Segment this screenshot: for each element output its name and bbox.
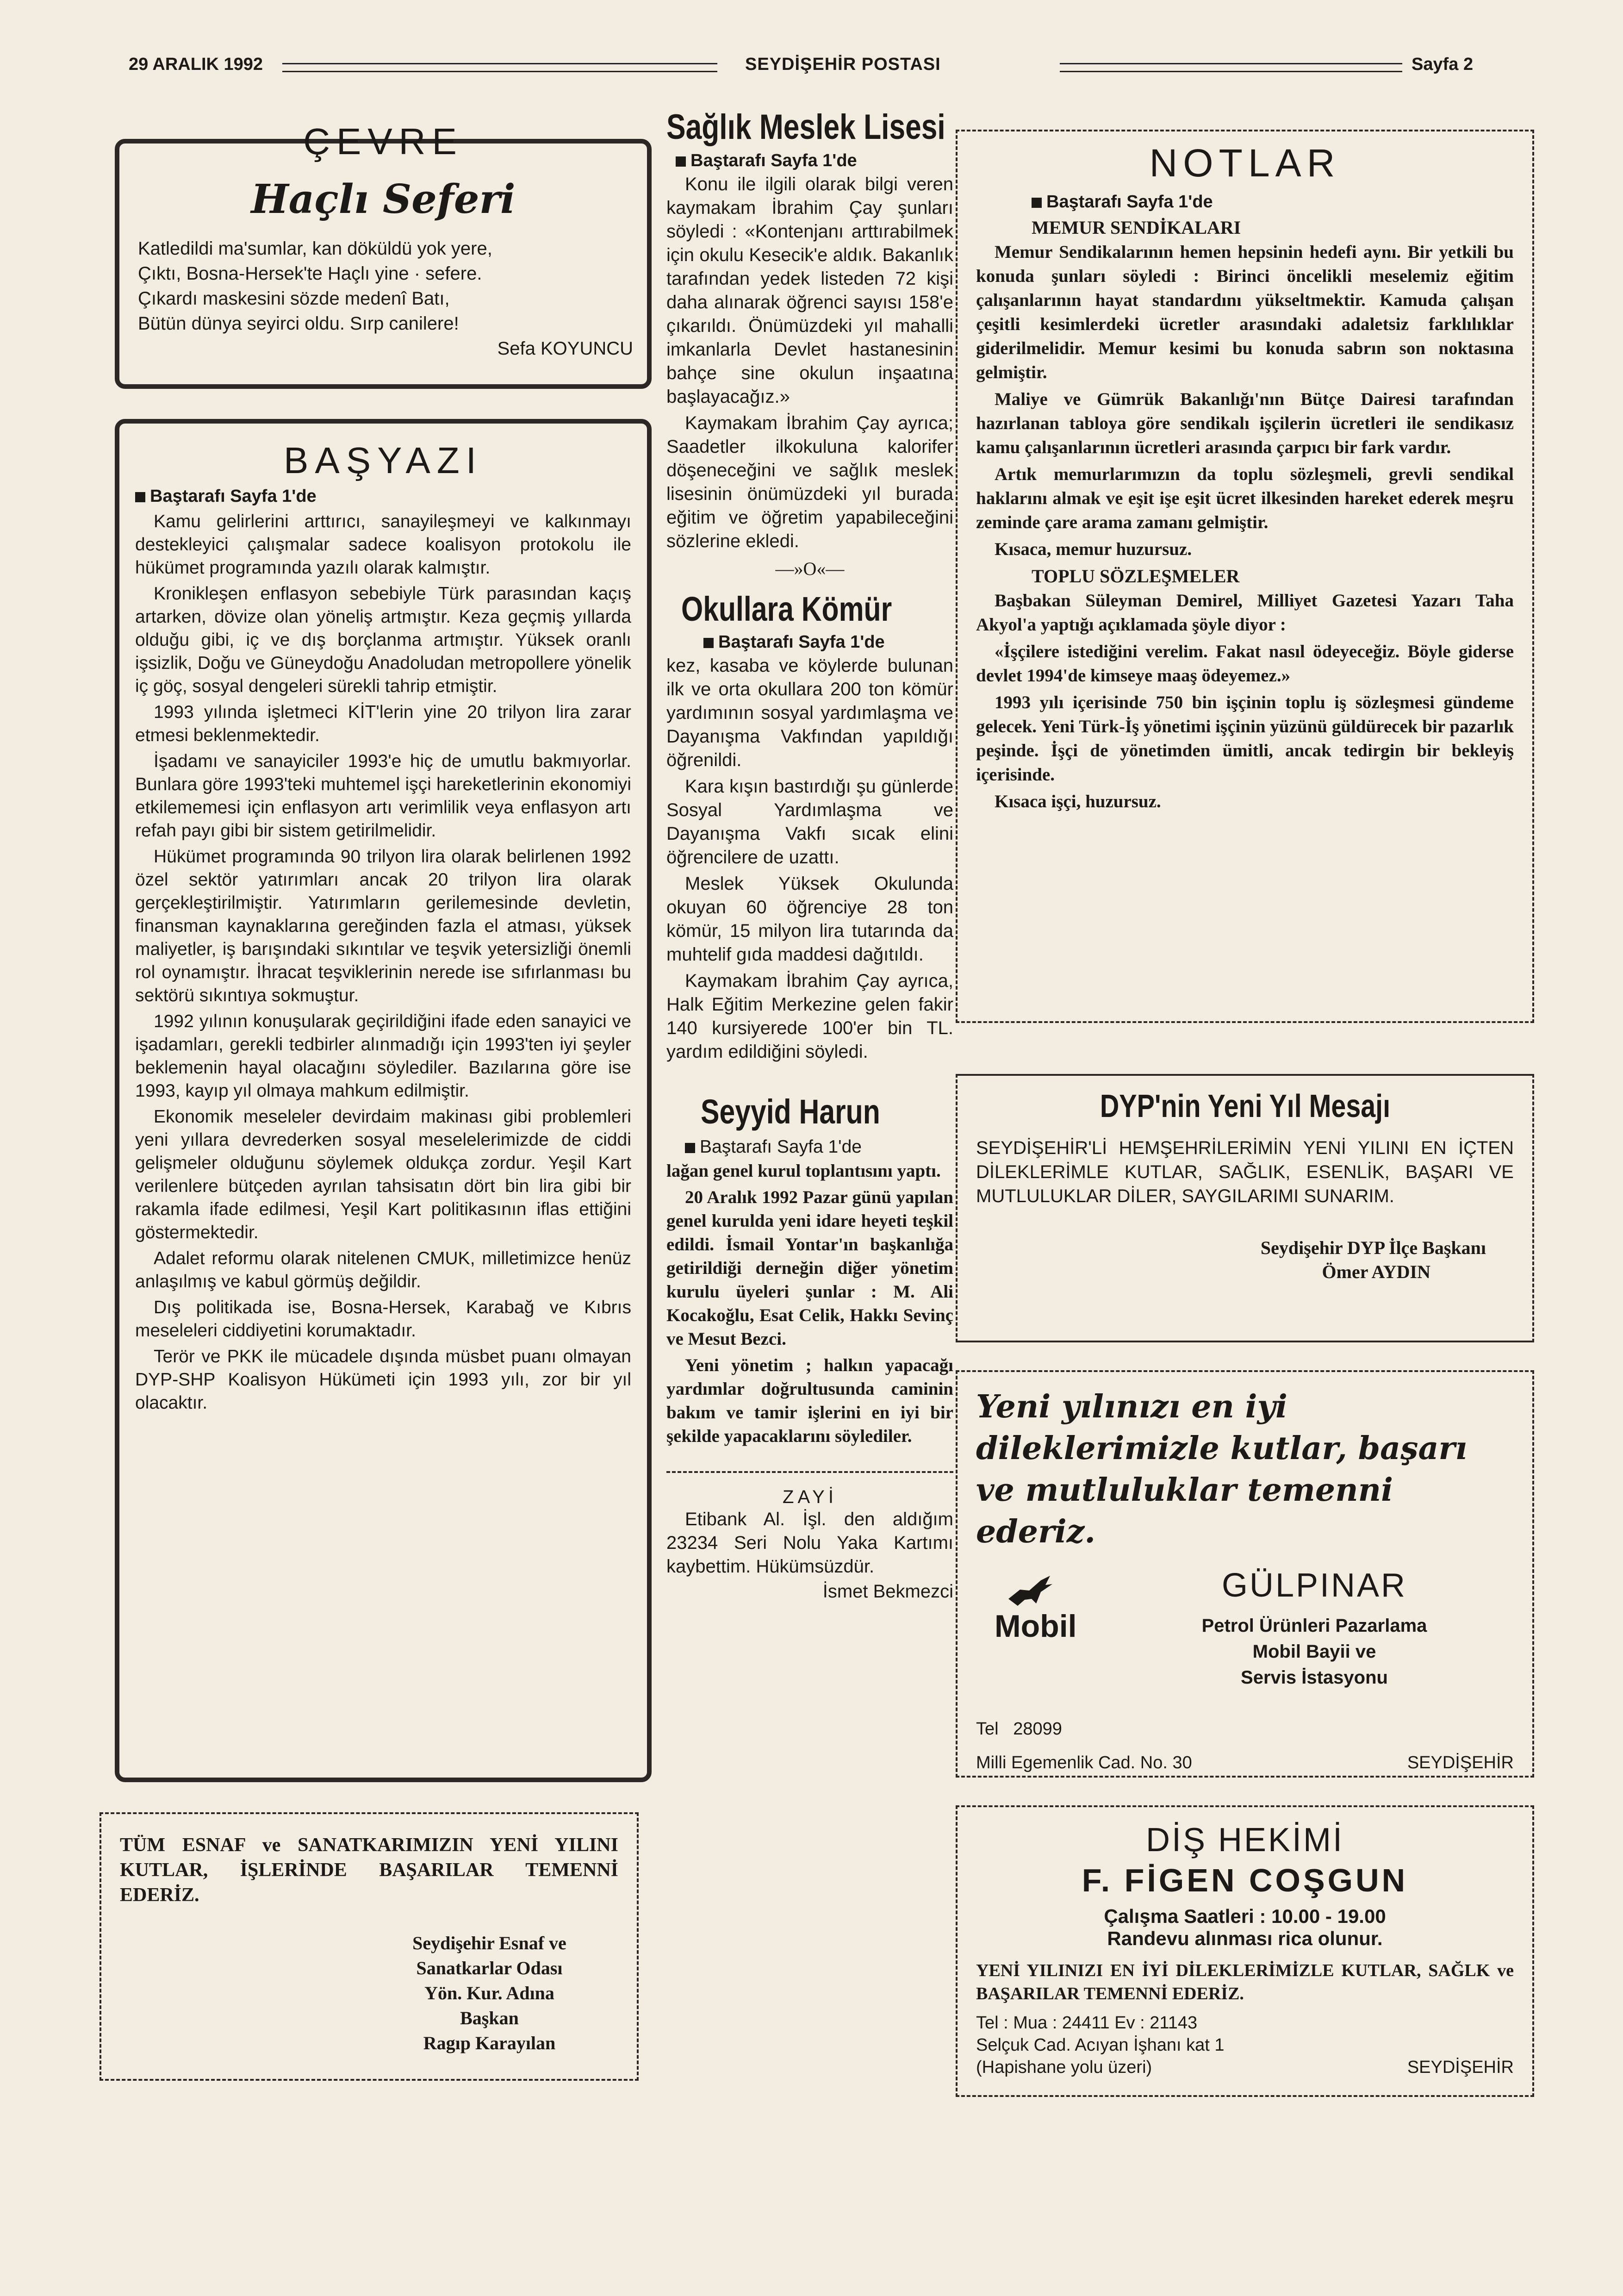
paragraph: 1992 yılının konuşularak geçirildiğini ifade eden sanayici ve işadamları, gerekli tedbirler alınmadığı için 1993'ten iyi şeyler beklemenin hayal olacağını söylediler. Bazılarına göre ise 1993, kayıp yıl olmaya mahkum edilmiştir.	[135, 1011, 631, 1101]
cevre-box	[115, 121, 652, 389]
okullara-title: Okullara Kömür	[681, 590, 892, 628]
basyazi-body	[135, 510, 631, 1415]
paper-name: SEYDİŞEHİR POSTASI	[745, 55, 941, 74]
notlar-sub2: TOPLU SÖZLEŞMELER	[1032, 566, 1240, 586]
saglik-kicker: Baştarafı Sayfa 1'de	[676, 151, 953, 171]
paragraph: Meslek Yüksek Okulunda okuyan 60 öğrenciye 28 ton kömür, 15 milyon lira tutarında da muhtelif gıda maddesi dağıtıldı.	[666, 873, 953, 965]
dis-hekimi-appointment: Randevu alınması rica olunur.	[1107, 1928, 1383, 1949]
paragraph: İşadamı ve sanayiciler 1993'e hiç de umutlu bakmıyorlar. Bunlara göre 1993'teki muhtemel işçi hareketlerinin ekonomiyi etkilememesi için enflasyon artı verimlilik veya enflasyon artı refah payı gibi bir sistem getirilmelidir.	[135, 751, 631, 841]
issue-date: 29 ARALIK 1992	[129, 55, 263, 74]
separator: —»O«—	[775, 558, 845, 579]
cevre-poem	[138, 236, 633, 361]
notlar-body2	[976, 589, 1514, 814]
mobil-logo: Mobil	[995, 1609, 1077, 1644]
poem-line: Katledildi ma'sumlar, kan döküldü yok yere,	[138, 238, 492, 259]
masthead-rule-left	[282, 63, 717, 72]
notlar-sub1: MEMUR SENDİKALARI	[1032, 217, 1241, 238]
dyp-message: SEYDİŞEHİR'Lİ HEMŞEHRİLERİMİN YENİ YILINI EN İÇTEN DİLEKLERİMLE KUTLAR, SAĞLIK, ESENLİK, BAŞARI VE MUTLULUKLAR DİLER, SAYGILARIMI SUNARIM.	[976, 1138, 1514, 1206]
paragraph: Kısaca işçi, huzursuz.	[995, 792, 1161, 811]
basyazi-box	[115, 419, 652, 1782]
zayi-name: İsmet Bekmezci	[822, 1581, 953, 1602]
gulpinar-desc: Petrol Ürünleri Pazarlama Mobil Bayii ve Servis İstasyonu	[1201, 1616, 1427, 1688]
paragraph: Kaymakam İbrahim Çay ayrıca, Halk Eğitim Merkezine gelen fakir 140 kursiyerede 100'er bin TL. yardım edildiğini söyledi.	[666, 971, 953, 1062]
poem-line: Bütün dünya seyirci oldu. Sırp canilere!	[138, 313, 459, 334]
dis-hekimi-city: SEYDİŞEHİR	[1407, 2058, 1514, 2077]
bullet-icon	[703, 638, 714, 648]
seyyid-body	[666, 1159, 953, 1448]
esnaf-ad	[99, 1812, 639, 2081]
paragraph: Başbakan Süleyman Demirel, Milliyet Gazetesi Yazarı Taha Akyol'a yaptığı açıklamada şöyle diyor :	[976, 591, 1514, 635]
notlar-kicker: Baştarafı Sayfa 1'de	[1032, 192, 1514, 212]
dis-hekimi-tel: Tel : Mua : 24411 Ev : 21143	[976, 2013, 1198, 2033]
paragraph: Kamu gelirlerini arttırıcı, sanayileşmeyi ve kalkınmayı destekleyici çalışmalar sadece koalisyon protokolu ile hükümet programında yazılı olarak kalmıştır.	[135, 512, 631, 578]
saglik-title: Sağlık Meslek Lisesi	[666, 107, 945, 147]
zayi-body	[666, 1508, 953, 1578]
dis-hekimi-title: DİŞ HEKİMİ	[1145, 1822, 1344, 1859]
dyp-box	[956, 1074, 1534, 1342]
bullet-icon	[1032, 198, 1042, 208]
poem-line: Çıktı, Bosna-Hersek'te Haçlı yine · sefere.	[138, 263, 482, 284]
seyyid-title: Seyyid Harun	[700, 1092, 880, 1131]
poem-author: Sefa KOYUNCU	[497, 338, 633, 359]
esnaf-message: TÜM ESNAF ve SANATKARIMIZIN YENİ YILINI KUTLAR, İŞLERİNDE BAŞARILAR TEMENNİ EDERİZ.	[120, 1834, 618, 1906]
gulpinar-ad	[956, 1370, 1534, 1778]
middle-column	[666, 106, 953, 2143]
gulpinar-name: GÜLPINAR	[1221, 1567, 1407, 1604]
notlar-body1	[976, 240, 1514, 562]
paragraph: Maliye ve Gümrük Bakanlığı'nın Bütçe Dairesi tarafından hazırlanan tabloya göre sendikalı işçilerin ücretleri ile sendikasız kamu çalışanlarının ücretleri arasında çarpıcı bir fark vardır.	[976, 389, 1514, 457]
paragraph: Kaymakam İbrahim Çay ayrıca; Saadetler ilkokuluna kalorifer döşeneceğini ve sağlık meslek lisesinin önümüzdeki yıl burada eğitim ve öğretim yapabileceğini sözlerine ekledi.	[666, 413, 953, 551]
dis-hekimi-greeting: YENİ YILINIZI EN İYİ DİLEKLERİMİZLE KUTLAR, SAĞLK ve BAŞARILAR TEMENNİ EDERİZ.	[976, 1961, 1514, 2003]
paragraph: Hükümet programında 90 trilyon lira olarak belirlenen 1992 özel sektör yatırımları ancak 20 trilyon lira olarak gerçekleştirilmiştir. Yatırımların gerilemesinde devletin, finansman kaynaklarına gereğinden fazla el atması, yüksek maliyetler, iş barışındaki sıkıntılar ve teşvik yetersizliği önemli rol oynamıştır. İhracat teşviklerinin nerede ise sıfırlanması bu sektörü sıkıntıya sokmuştur.	[135, 847, 631, 1005]
paragraph: Adalet reformu olarak nitelenen CMUK, milletimizce henüz anlaşılmış ve kabul görmüş değildir.	[135, 1248, 631, 1292]
paragraph: kez, kasaba ve köylerde bulunan ilk ve orta okullara 200 ton kömür yardımının sosyal yardımlaşma ve Dayanışma Vakfından yapıldığı öğrenildi.	[666, 655, 953, 770]
pegasus-icon	[1004, 1571, 1055, 1608]
paragraph: Konu ile ilgili olarak bilgi veren kaymakam İbrahim Çay şunları söyledi : «Kontenjanı arttırabilmek için okulu Kesecik'e aldık. Bakanlık tarafından yedek listeden 72 kişi daha alınarak öğrenci sayısı 158'e çıkarıldı. Önümüzdeki yıl mahalli imkanlarla Devlet hastanesinin bahçe sine okulun inşaatına başlayacağız.»	[666, 174, 953, 407]
bullet-icon	[685, 1143, 695, 1153]
seyyid-kicker: Baştarafı Sayfa 1'de	[685, 1137, 953, 1157]
dyp-signature-2: Ömer AYDIN	[1322, 1261, 1430, 1282]
poem-line: Çıkardı maskesini sözde medenî Batı,	[138, 288, 450, 309]
paragraph: Kara kışın bastırdığı şu günlerde Sosyal Yardımlaşma ve Dayanışma Vakfı sıcak elini öğrencilere de uzattı.	[666, 776, 953, 867]
paragraph: Kronikleşen enflasyon sebebiyle Türk parasından kaçış artarken, dövize olan yöneliş artmıştır. Keza geçmiş yıllarda olduğu gibi, iç ve dış borçlanma artmıştır. Yüksek oranlı işsizlik, Doğu ve Güneydoğu Anadoludan metropollere yönelik iç göç, sosyal dengeleri sürekli tahrip etmiştir.	[135, 584, 631, 696]
dis-hekimi-hours: Çalışma Saatleri : 10.00 - 19.00	[1104, 1905, 1386, 1927]
paragraph: Ekonomik meseleler devirdaim makinası gibi problemleri yeni yıllara devrederken sosyal meselelerimizde de ciddi gelişmeler olduğunu söylemek oldukça zordur. Yeşil Kart verilenlere bütçeden ayrılan tahsisatın dört bin lira gibi bir rakamla ifade edilmesi, Yeşil Kart politikasının iflas ettiğini göstermektedir.	[135, 1107, 631, 1242]
paragraph: Memur Sendikalarının hemen hepsinin hedefi aynı. Bir yetkili bu konuda şunları söyledi : Birinci öncelikli meselemiz eğitim çalışanlarının hayat standardını yükseltmektir. Kamuda çalışan çeşitli kesimlerdeki ücretler arasındaki adaletsiz farklılıklar giderilmelidir. Memur kesimi bu konuda sabrın son noktasına gelmiştir.	[976, 242, 1514, 382]
divider	[666, 1471, 953, 1473]
paragraph: 1993 yılında işletmeci KİT'lerin yine 20 trilyon lira zarar etmesi beklenmektedir.	[135, 702, 631, 745]
gulpinar-address: Milli Egemenlik Cad. No. 30 SEYDİŞEHİR	[976, 1753, 1514, 1772]
paragraph: Terör ve PKK ile mücadele dışında müsbet puanı olmayan DYP-SHP Koalisyon Hükümeti için 1993 yılı, zor bir yıl olacaktır.	[135, 1347, 631, 1413]
page-number: Sayfa 2	[1412, 55, 1474, 74]
cevre-poem-title: Haçlı Seferi	[251, 176, 516, 223]
paragraph: Kısaca, memur huzursuz.	[995, 539, 1192, 559]
gulpinar-greeting: Yeni yılınızı en iyi dileklerimizle kutlar, başarı ve mutluluklar temenni ederiz.	[976, 1388, 1468, 1550]
bullet-icon	[676, 156, 686, 167]
masthead-rule-right	[1060, 63, 1402, 72]
masthead	[116, 55, 1504, 87]
okullara-kicker: Baştarafı Sayfa 1'de	[703, 632, 953, 652]
paragraph: Yeni yönetim ; halkın yapacağı yardımlar doğrultusunda caminin bakım ve tamir işlerini en iyi bir şekilde yapacaklarını söylediler.	[666, 1355, 953, 1446]
zayi-title: ZAYİ	[783, 1487, 837, 1507]
paragraph: «İşçilere istediğini verelim. Fakat nasıl ödeyeceğiz. Böyle giderse devlet 1994'de kimseye maaş ödeyemez.»	[976, 642, 1514, 686]
paragraph: Etibank Al. İşl. den aldığım 23234 Seri Nolu Yaka Kartımı kaybettim. Hükümsüzdür.	[666, 1509, 953, 1577]
dis-hekimi-address2: (Hapishane yolu üzeri) SEYDİŞEHİR	[976, 2056, 1514, 2078]
okullara-body	[666, 654, 953, 1064]
notlar-box	[956, 130, 1534, 1023]
dyp-signature-1: Seydişehir DYP İlçe Başkanı	[1260, 1237, 1486, 1258]
paragraph: lağan genel kurul toplantısını yaptı.	[666, 1161, 941, 1181]
dyp-title: DYP'nin Yeni Yıl Mesajı	[1100, 1088, 1390, 1124]
dis-hekimi-ad	[956, 1805, 1534, 2097]
dis-hekimi-name: F. FİGEN COŞGUN	[1082, 1862, 1408, 1898]
basyazi-title: BAŞYAZI	[284, 440, 483, 481]
bullet-icon	[135, 492, 145, 502]
cevre-section-title: ÇEVRE	[303, 121, 463, 162]
dis-hekimi-address1: Selçuk Cad. Acıyan İşhanı kat 1	[976, 2035, 1225, 2055]
paragraph: Artık memurlarımızın da toplu sözleşmeli, grevli sendikal haklarını almak ve eşit işe eşit ücret ilkesinden hareket ederek meşru zeminde çare arama zamanı gelmiştir.	[976, 464, 1514, 532]
saglik-body	[666, 173, 953, 553]
gulpinar-tel: Tel 28099	[976, 1719, 1062, 1739]
basyazi-kicker: Baştarafı Sayfa 1'de	[135, 487, 631, 506]
paragraph: 1993 yılı içerisinde 750 bin işçinin toplu iş sözleşmesi gündeme gelecek. Yeni Türk-İş yönetimi işçinin yüzünü güldürecek bir pazarlık peşinde. İşçi de yönetimden ümitli, ancak tedirgin bir bekleyiş içerisinde.	[976, 693, 1514, 785]
paragraph: Dış politikada ise, Bosna-Hersek, Karabağ ve Kıbrıs meseleleri ciddiyetini korumaktadır.	[135, 1298, 631, 1341]
esnaf-signature: Seydişehir Esnaf ve Sanatkarlar Odası Yön. Kur. Adına Başkan Ragıp Karayılan	[412, 1933, 566, 2053]
notlar-title: NOTLAR	[1149, 141, 1341, 185]
paragraph: 20 Aralık 1992 Pazar günü yapılan genel kurulda yeni idare heyeti teşkil edildi. İsmail Yontar'ın başkanlığa getirildiği derneğin diğer yönetim kurulu üyeleri şunlar : M. Ali Kocakoğlu, Esat Celik, Hakkı Sevinç ve Mesut Bezci.	[666, 1187, 953, 1349]
